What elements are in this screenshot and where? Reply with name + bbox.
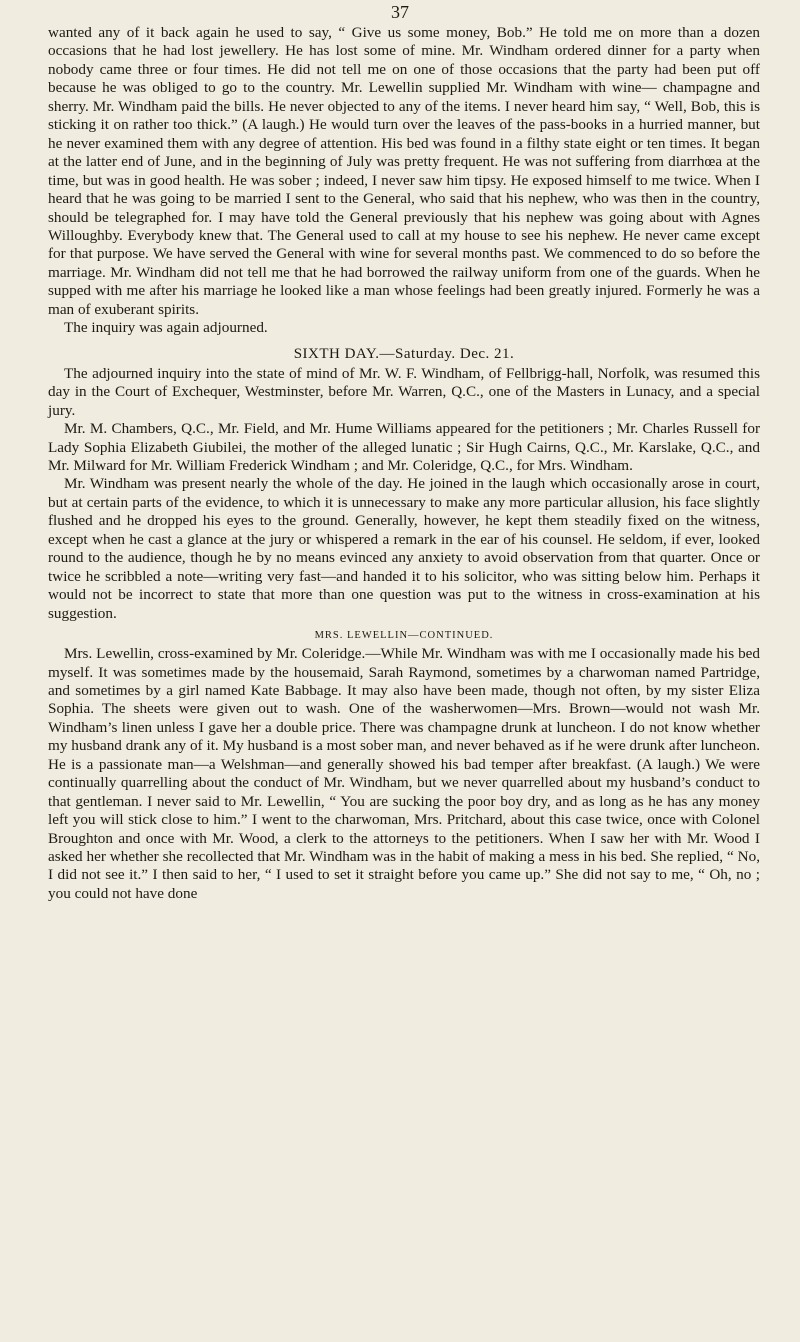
article-body	[48, 24, 760, 903]
paragraph: The inquiry was again adjourned.	[64, 319, 268, 337]
section-heading: SIXTH DAY.—Saturday. Dec. 21.	[293, 345, 515, 362]
paragraph: wanted any of it back again he used to say, “ Give us some money, Bob.” He told me on more than a dozen occasions that he had lost jewellery. He has lost some of mine. Mr. Windham ordered dinner for a party when nobody came three or four times. He did not tell me on one of those occasions that the party had been put off because he was obliged to go to the country. Mr. Lewellin supplied Mr. Windham with wine— champagne and sherry. Mr. Windham paid the bills. He never objected to any of the items. I never heard him say, “ Well, Bob, this is sticking it on rather too thick.” (A laugh.) He would turn over the leaves of the pass-books in a hurried manner, but he never examined them with any degree of attention. His bed was found in a filthy state eight or ten times. It began at the latter end of June, and in the beginning of July was pretty frequent. He was not suffering from diarrhœa at the time, but was in good health. He was sober ; indeed, I never saw him tipsy. He exposed himself to me twice. When I heard that he was going to be married I sent to the General, who said that his nephew, who was then in the country, should be telegraphed for. I may have told the General previously that his nephew was going about with Agnes Willoughby. Everybody knew that. The General used to call at my house to see his nephew. He never came except for that purpose. We have served the General with wine for several months past. We commenced to do so before the marriage. Mr. Windham did not tell me that he had borrowed the railway uniform from one of the guards. When he supped with me after his marriage he looked like a man whose feelings had been greatly injured. Formerly he was a man of exuberant spirits.	[48, 24, 760, 318]
paragraph: Mrs. Lewellin, cross-examined by Mr. Coleridge.—While Mr. Windham was with me I occasionally made his bed myself. It was sometimes made by the housemaid, Sarah Raymond, sometimes by a charwoman named Partridge, and sometimes by a girl named Kate Babbage. It may also have been made, though not often, by my sister Eliza Sophia. The sheets were given out to wash. One of the washerwomen—Mrs. Brown—would not wash Mr. Windham’s linen unless I gave her a double price. There was champagne drunk at luncheon. I do not know whether my husband drank any of it. My husband is a most sober man, and never behaved as if he were drunk after luncheon. He is a passionate man—a Welshman—and generally showed his bad temper after breakfast. (A laugh.) We were continually quarrelling about the conduct of Mr. Windham, but we never quarrelled about my husband’s conduct to that gentleman. I never said to Mr. Lewellin, “ You are sucking the poor boy dry, and as long as he has any money left you will stick close to him.” I went to the charwoman, Mrs. Pritchard, about this case twice, once with Colonel Broughton and once with Mr. Wood, a clerk to the attorneys to the petitioners. When I saw her with Mr. Wood I asked her whether she recollected that Mr. Windham was in the habit of making a mess in his bed. She replied, “ No, I did not see it.” I then said to her, “ I used to set it straight before you came up.” She did not say to me, “ Oh, no ; you could not have done	[48, 645, 760, 902]
page-number: 37	[391, 2, 409, 22]
paragraph: The adjourned inquiry into the state of mind of Mr. W. F. Windham, of Fellbrigg-hall, Norfolk, was resumed this day in the Court of Exchequer, Westminster, before Mr. Warren, Q.C., one of the Masters in Lunacy, and a special jury.	[48, 364, 760, 419]
witness-subheading: MRS. LEWELLIN—CONTINUED.	[314, 630, 494, 642]
paragraph: Mr. M. Chambers, Q.C., Mr. Field, and Mr. Hume Williams appeared for the petitioners ; Mr. Charles Russell for Lady Sophia Elizabeth Giubilei, the mother of the alleged lunatic ; Sir Hugh Cairns, Q.C., Mr. Karslake, Q.C., and Mr. Milward for Mr. William Frederick Windham ; and Mr. Coleridge, Q.C., for Mrs. Windham.	[48, 420, 760, 474]
paragraph: Mr. Windham was present nearly the whole of the day. He joined in the laugh which occasionally arose in court, but at certain parts of the evidence, to which it is unnecessary to make any more particular allusion, his face slightly flushed and he dropped his eyes to the ground. Generally, however, he kept them steadily fixed on the witness, except when he cast a glance at the jury or whispered a remark in the ear of his counsel. He seldom, if ever, looked round to the audience, though he by no means evinced any anxiety to avoid observation from that quarter. Once or twice he scribbled a note—writing very fast—and handed it to his solicitor, who was sitting below him. Perhaps it would not be incorrect to state that more than one question was put to the witness in cross-examination at his suggestion.	[48, 475, 760, 622]
